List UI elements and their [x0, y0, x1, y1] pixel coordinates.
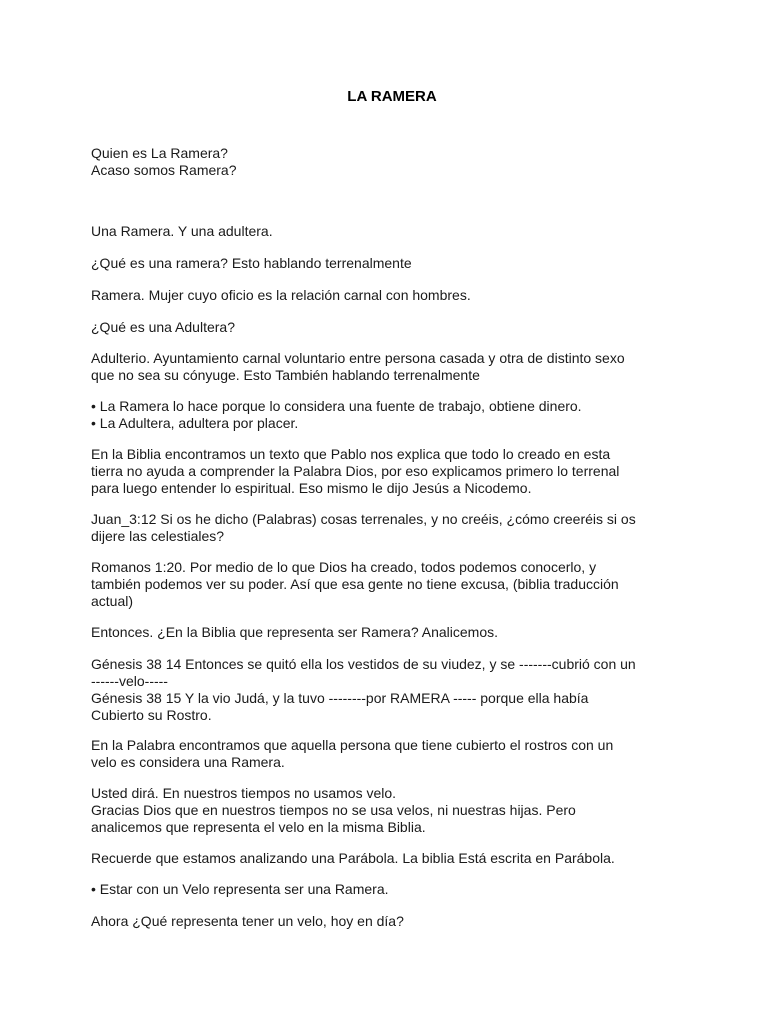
paragraph-palabra-velo: En la Palabra encontramos que aquella persona que tiene cubierto el rostros con un velo es considera una Ramera.	[91, 737, 614, 770]
paragraph-bullet-velo: • Estar con un Velo representa ser una Ramera.	[91, 881, 389, 897]
paragraph-definicion-ramera: Ramera. Mujer cuyo oficio es la relación carnal con hombres.	[91, 287, 471, 303]
paragraph-que-es-adultera: ¿Qué es una Adultera?	[91, 319, 235, 335]
paragraph-romanos-1-20: Romanos 1:20. Por medio de lo que Dios ha creado, todos podemos conocerlo, y también podemos ver su poder. Así que esa gente no tiene excusa, (biblia traducción actual)	[91, 559, 619, 609]
paragraph-biblia-pablo: En la Biblia encontramos un texto que Pablo nos explica que todo lo creado en esta tierra no ayuda a comprender la Palabra Dios, por eso explicamos primero lo terrenal para luego entender lo espiritual. Eso mismo le dijo Jesús a Nicodemo.	[91, 446, 620, 496]
paragraph-ahora: Ahora ¿Qué representa tener un velo, hoy en día?	[91, 913, 404, 929]
paragraph-entonces: Entonces. ¿En la Biblia que representa ser Ramera? Analicemos.	[91, 624, 498, 640]
paragraph-intro-questions: Quien es La Ramera? Acaso somos Ramera?	[91, 145, 237, 178]
paragraph-juan-3-12: Juan_3:12 Si os he dicho (Palabras) cosas terrenales, y no creéis, ¿cómo creeréis si os dijere las celestiales?	[91, 511, 636, 544]
document-title: LA RAMERA	[347, 88, 437, 105]
paragraph-definicion-adulterio: Adulterio. Ayuntamiento carnal voluntario entre persona casada y otra de distinto sexo que no sea su cónyuge. Esto También hablando terrenalmente	[91, 350, 625, 383]
paragraph-genesis-38: Génesis 38 14 Entonces se quitó ella los vestidos de su viudez, y se -------cubrió con un ------velo----- Génesis 38 15 Y la vio Judá, y la tuvo --------por RAMERA ----- porque ella había Cubierto su Rostro.	[91, 656, 636, 723]
paragraph-que-es-ramera: ¿Qué es una ramera? Esto hablando terrenalmente	[91, 255, 412, 271]
paragraph-ramera-adultera: Una Ramera. Y una adultera.	[91, 223, 273, 239]
paragraph-usted-dira: Usted dirá. En nuestros tiempos no usamos velo. Gracias Dios que en nuestros tiempos no se usa velos, ni nuestras hijas. Pero analicemos que representa el velo en la misma Biblia.	[91, 785, 576, 835]
paragraph-parabola: Recuerde que estamos analizando una Parábola. La biblia Está escrita en Parábola.	[91, 850, 615, 866]
paragraph-bullet-list: • La Ramera lo hace porque lo considera una fuente de trabajo, obtiene dinero. • La Adultera, adultera por placer.	[91, 398, 582, 431]
